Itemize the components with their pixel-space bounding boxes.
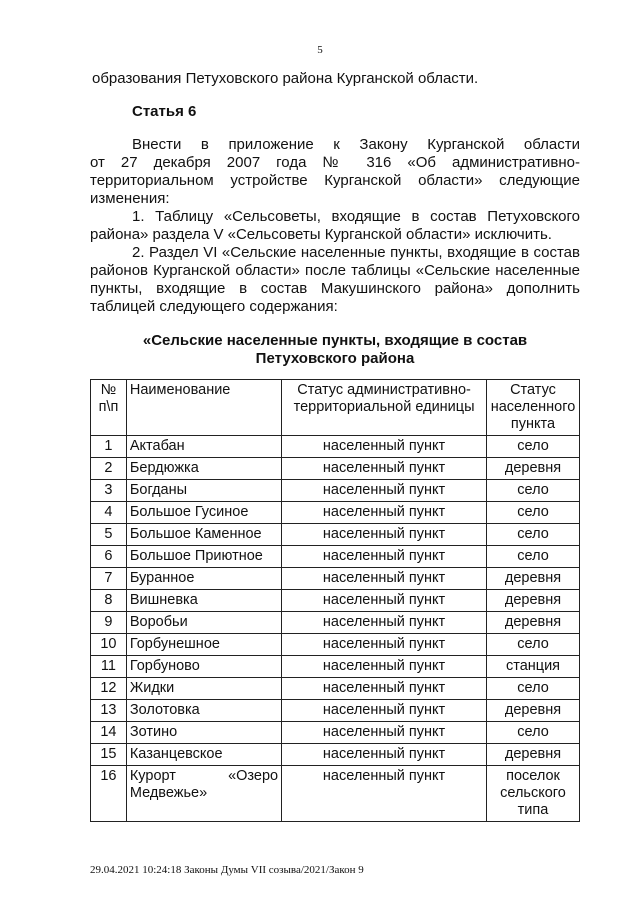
cell-status: населенный пункт [282,436,487,458]
cell-name: Казанцевское [126,744,281,766]
table-row [91,656,580,678]
cell-settlement-status: село [487,480,580,502]
cell-name: Бердюжка [126,458,281,480]
cell-number: 1 [91,436,127,458]
cell-settlement-status: деревня [487,700,580,722]
cell-name: Горбуново [126,656,281,678]
cell-name: Буранное [126,568,281,590]
table-row [91,590,580,612]
cell-name: Актабан [126,436,281,458]
cell-number: 15 [91,744,127,766]
cell-number: 2 [91,458,127,480]
cell-number: 7 [91,568,127,590]
paragraph-line: 2. Раздел VI «Сельские населенные пункты, входящие в состав [132,244,580,261]
cell-status: населенный пункт [282,612,487,634]
cell-settlement-status: деревня [487,590,580,612]
cell-name: Большое Гусиное [126,502,281,524]
header-settlement-status: Статус населенного пункта [487,380,580,436]
cell-status: населенный пункт [282,722,487,744]
table-row [91,502,580,524]
paragraph-line: пункты, входящие в состав Макушинского района» дополнить [90,280,580,297]
cell-number: 6 [91,546,127,568]
cell-name: Курорт «Озеро Медвежье» [126,766,281,822]
paragraph-line: от 27 декабря 2007 года № 316 «Об административно- [90,154,580,171]
cell-number: 13 [91,700,127,722]
cell-name: Жидки [126,678,281,700]
table-title-line: «Сельские населенные пункты, входящие в состав [142,332,528,349]
cell-status: населенный пункт [282,480,487,502]
cell-settlement-status: деревня [487,744,580,766]
cell-number: 10 [91,634,127,656]
table-row [91,458,580,480]
cell-name: Большое Приютное [126,546,281,568]
cell-name: Большое Каменное [126,524,281,546]
cell-name: Вишневка [126,590,281,612]
paragraph-line: района» раздела V «Сельсоветы Курганской области» исключить. [90,226,552,243]
table-row [91,436,580,458]
cell-settlement-status: станция [487,656,580,678]
table-row [91,678,580,700]
cell-settlement-status: село [487,678,580,700]
cell-number: 3 [91,480,127,502]
header-name: Наименование [126,380,281,436]
table-row [91,612,580,634]
table-title [90,332,580,368]
cell-status: населенный пункт [282,678,487,700]
table-row [91,700,580,722]
cell-number: 12 [91,678,127,700]
intro-line: образования Петуховского района Курганской области. [92,70,479,87]
cell-name: Богданы [126,480,281,502]
cell-status: населенный пункт [282,766,487,822]
cell-settlement-status: село [487,546,580,568]
cell-status: населенный пункт [282,502,487,524]
table-row [91,722,580,744]
cell-settlement-status: деревня [487,568,580,590]
cell-number: 4 [91,502,127,524]
table-row [91,744,580,766]
cell-settlement-status: село [487,436,580,458]
table-header-row [91,380,580,436]
cell-status: населенный пункт [282,634,487,656]
settlements-table [90,379,580,822]
paragraph-line: изменения: [90,190,170,207]
cell-status: населенный пункт [282,568,487,590]
cell-name: Золотовка [126,700,281,722]
footer-stamp: 29.04.2021 10:24:18 Законы Думы VII созыва/2021/Закон 9 [90,864,364,876]
cell-settlement-status: село [487,634,580,656]
cell-settlement-status: село [487,524,580,546]
paragraph-line: территориальном устройстве Курганской области» следующие [90,172,580,189]
article-title: Статья 6 [132,103,197,120]
table-title-line: Петуховского района [255,350,415,367]
cell-name: Зотино [126,722,281,744]
cell-settlement-status: село [487,502,580,524]
table-row [91,546,580,568]
cell-status: населенный пункт [282,744,487,766]
cell-number: 9 [91,612,127,634]
cell-settlement-status: деревня [487,612,580,634]
cell-status: населенный пункт [282,656,487,678]
paragraph-article-6 [90,136,580,208]
header-number: № п\п [91,380,127,436]
paragraph-line: таблицей следующего содержания: [90,298,338,315]
paragraph-line: 1. Таблицу «Сельсоветы, входящие в состав Петуховского [132,208,580,225]
cell-number: 11 [91,656,127,678]
cell-settlement-status: поселок сельского типа [487,766,580,822]
cell-status: населенный пункт [282,590,487,612]
paragraph-line: Внести в приложение к Закону Курганской области [132,136,580,153]
table-row [91,480,580,502]
table-row [91,568,580,590]
header-status: Статус административно-территориальной единицы [282,380,487,436]
item-1 [90,208,580,244]
page-number: 5 [317,44,323,56]
cell-status: населенный пункт [282,546,487,568]
item-2 [90,244,580,316]
cell-settlement-status: село [487,722,580,744]
table-row [91,524,580,546]
cell-status: населенный пункт [282,524,487,546]
paragraph-line: районов Курганской области» после таблицы «Сельские населенные [90,262,580,279]
cell-name: Горбунешное [126,634,281,656]
cell-status: населенный пункт [282,458,487,480]
cell-number: 8 [91,590,127,612]
cell-name: Воробьи [126,612,281,634]
cell-number: 14 [91,722,127,744]
cell-number: 16 [91,766,127,822]
table-row [91,634,580,656]
cell-settlement-status: деревня [487,458,580,480]
table-row [91,766,580,822]
cell-number: 5 [91,524,127,546]
cell-status: населенный пункт [282,700,487,722]
